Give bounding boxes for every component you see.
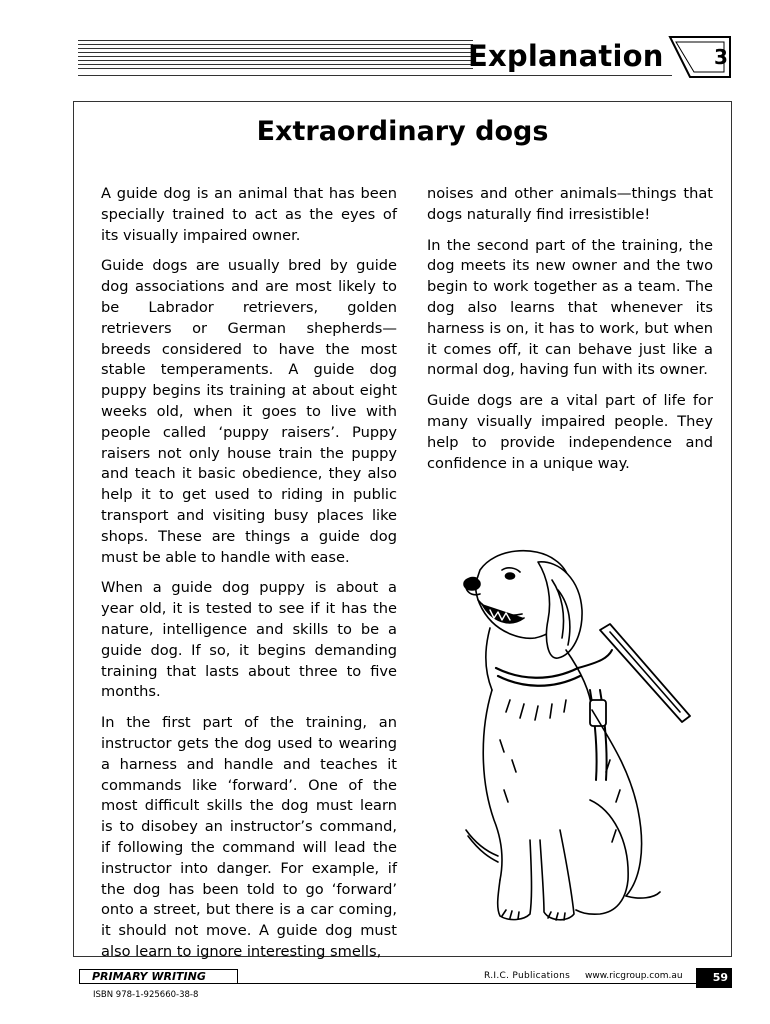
footer-rule [238,983,698,984]
left-column [101,184,397,973]
paragraph: Guide dogs are a vital part of life for many visually impaired people. They help to provide independence and confidence in a unique way. [427,392,713,472]
paragraph: In the first part of the training, an instructor gets the dog used to wearing a harness and handle and teaches it commands like ‘forward’. One of the most difficult skills the dog must learn is to disobey an instructor’s command, if following the command will lead the instructor into danger. For example, if the dog has been told to go ‘forward’ onto a street, but there is a car coming, it should not move. A guide dog must also learn to ignore interesting smells, [101,714,397,960]
series-label: PRIMARY WRITING [92,970,206,983]
paragraph: In the second part of the training, the dog meets its new owner and the two begin to work together as a team. The dog also learns that whenever its harness is on, it has to work, but when it comes off, it can behave just like a normal dog, having fun with its owner. [427,236,713,379]
guide-dog-illustration [440,540,700,930]
isbn: ISBN 978-1-925660-38-8 [93,990,199,1000]
page-title: Extraordinary dogs [256,116,549,147]
page-number: 59 [696,968,732,988]
right-column [427,184,713,484]
paragraph: A guide dog is an animal that has been specially trained to act as the eyes of its visually impaired owner. [101,185,397,244]
publisher-name: R.I.C. Publications [484,971,571,981]
section-title: Explanation [468,39,664,73]
paragraph: When a guide dog puppy is about a year old, it is tested to see if it has the nature, intelligence and skills to be a guide dog. If so, it begins demanding training that lasts about three to five months. [101,579,397,701]
header-rule-lines [78,40,473,74]
header-underline [78,75,672,76]
publisher-website: www.ricgroup.com.au [585,971,683,981]
section-number-badge [668,36,732,78]
paragraph: Guide dogs are usually bred by guide dog associations and are most likely to be Labrador retrievers, golden retrievers or German shepherds—breeds considered to have the most stable temperaments. A guide dog puppy begins its training at about eight weeks old, when it goes to live with people called ‘puppy raisers’. Puppy raisers not only house train the puppy and teach it basic obedience, they also help it to get used to riding in public transport and visiting busy places like shops. These are things a guide dog must be able to handle with ease. [101,257,397,566]
paragraph: noises and other animals—things that dogs naturally find irresistible! [427,185,713,223]
section-number: 3 [714,45,728,69]
